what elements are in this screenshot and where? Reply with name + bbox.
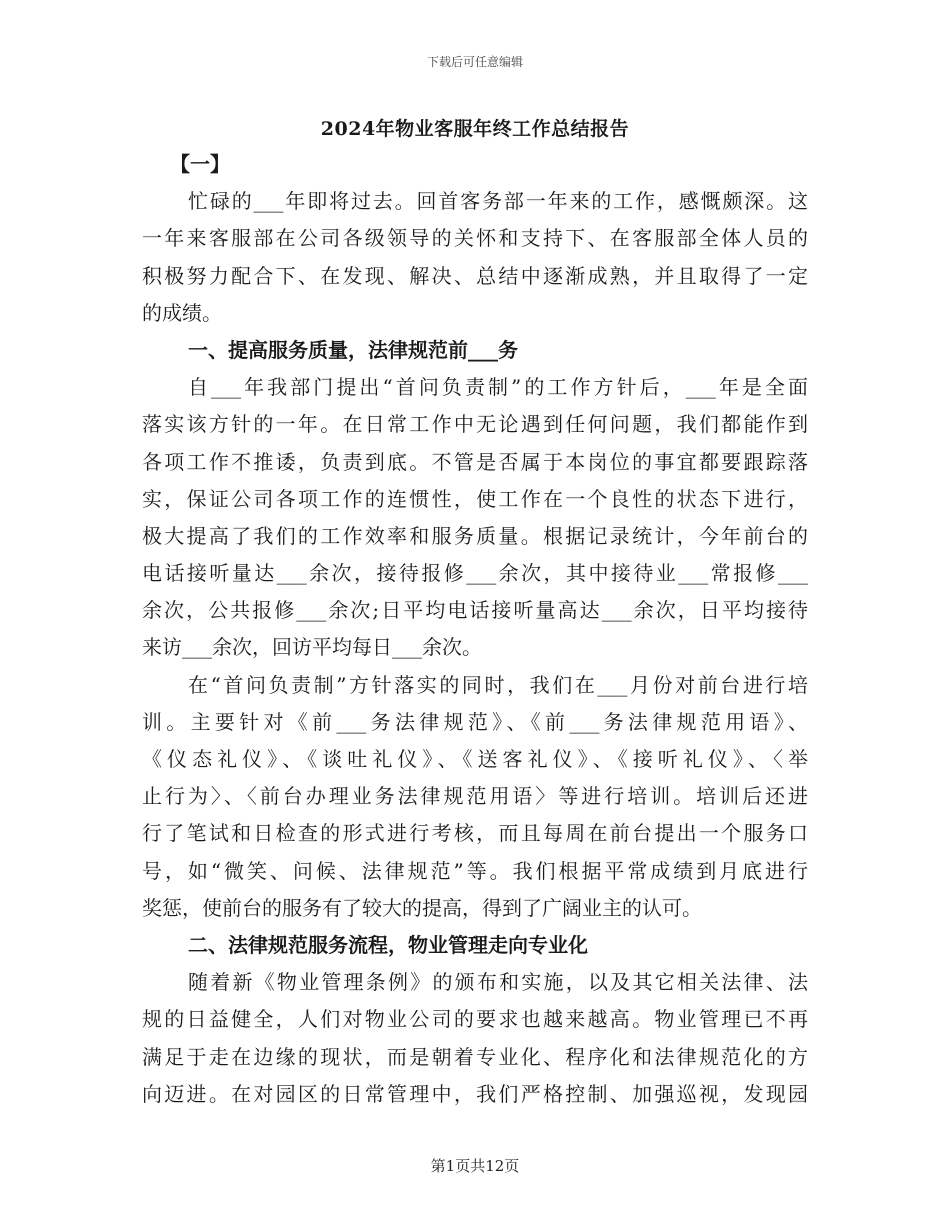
paragraph-line: 电话接听量达___余次，接待报修___余次，其中接待业___常报修___ xyxy=(142,561,808,586)
paragraph-line: 号，如“微笑、问候、法律规范”等。我们根据平常成绩到月底进行 xyxy=(142,858,808,883)
paragraph-line: 向迈进。在对园区的日常管理中，我们严格控制、加强巡视，发现园 xyxy=(142,1081,808,1106)
paragraph-line: 随着新《物业管理条例》的颁布和实施，以及其它相关法律、法 xyxy=(188,970,808,995)
paragraph-line: 各项工作不推诿，负责到底。不管是否属于本岗位的事宜都要跟踪落 xyxy=(142,449,808,474)
paragraph-line: 来访___余次，回访平均每日___余次。 xyxy=(142,635,482,660)
paragraph-line: 训。主要针对《前___务法律规范》、《前___务法律规范用语》、 xyxy=(142,709,808,734)
paragraph-line: 积极努力配合下、在发现、解决、总结中逐渐成熟，并且取得了一定 xyxy=(142,263,808,288)
section-heading: 一、提高服务质量，法律规范前___务 xyxy=(188,337,518,362)
paragraph-line: 奖惩，使前台的服务有了较大的提高，得到了广阔业主的认可。 xyxy=(142,895,702,920)
section-marker: 【一】 xyxy=(170,152,230,176)
paragraph-line: 的成绩。 xyxy=(142,300,222,325)
paragraph-line: 一年来客服部在公司各级领导的关怀和支持下、在客服部全体人员的 xyxy=(142,226,808,251)
document-title: 2024年物业客服年终工作总结报告 xyxy=(320,118,630,140)
paragraph-line: 止行为〉、〈前台办理业务法律规范用语〉等进行培训。培训后还进 xyxy=(142,784,808,809)
paragraph-line: 自___年我部门提出“首问负责制”的工作方针后，___年是全面 xyxy=(188,375,808,400)
paragraph-line: 忙碌的___年即将过去。回首客务部一年来的工作，感慨颇深。这 xyxy=(188,189,808,214)
paragraph-line: 实，保证公司各项工作的连惯性，使工作在一个良性的状态下进行， xyxy=(142,486,808,511)
document-body xyxy=(142,146,808,1113)
section-heading: 二、法律规范服务流程，物业管理走向专业化 xyxy=(188,932,588,957)
page-header-note: 下载后可任意编辑 xyxy=(426,55,523,69)
paragraph-line: 《仪态礼仪》、《谈吐礼仪》、《送客礼仪》、《接听礼仪》、〈举 xyxy=(142,747,808,771)
paragraph-line: 满足于走在边缘的现状，而是朝着专业化、程序化和法律规范化的方 xyxy=(142,1044,808,1069)
page-number-footer: 第1页共12页 xyxy=(430,1157,520,1175)
paragraph-line: 余次，公共报修___余次;日平均电话接听量高达___余次，日平均接待 xyxy=(142,598,808,623)
paragraph-line: 落实该方针的一年。在日常工作中无论遇到任何问题，我们都能作到 xyxy=(142,412,808,437)
paragraph-line: 行了笔试和日检查的形式进行考核，而且每周在前台提出一个服务口 xyxy=(142,821,808,846)
paragraph-line: 在“首问负责制”方针落实的同时，我们在___月份对前台进行培 xyxy=(188,672,808,697)
paragraph-line: 极大提高了我们的工作效率和服务质量。根据记录统计，今年前台的 xyxy=(142,523,808,548)
paragraph-line: 规的日益健全，人们对物业公司的要求也越来越高。物业管理已不再 xyxy=(142,1007,808,1032)
